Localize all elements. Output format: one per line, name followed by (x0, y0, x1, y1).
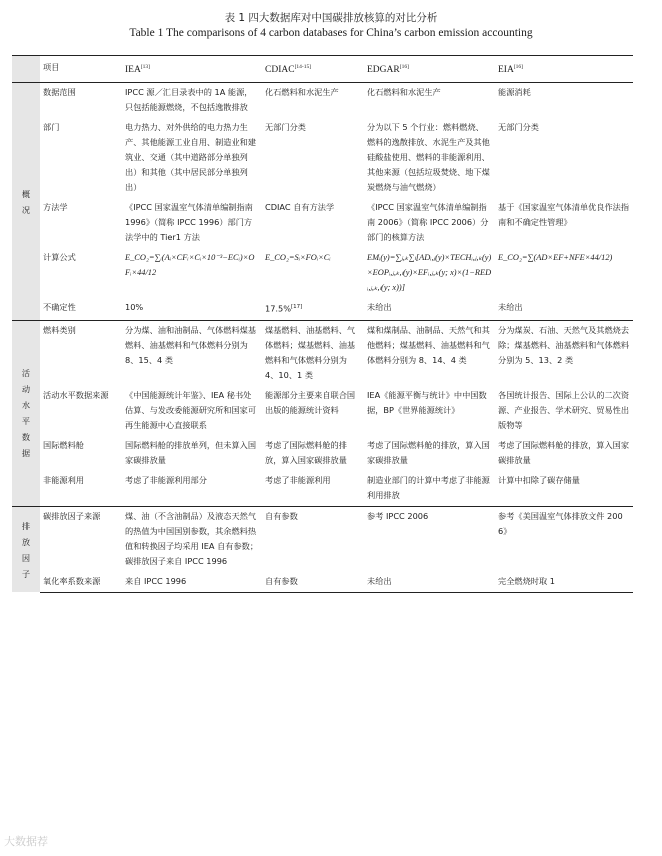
row-item: 数据范围 (43, 87, 76, 98)
row-item: 不确定性 (43, 302, 76, 313)
cell-cdiac: 化石燃料和水泥生产 (265, 87, 339, 98)
cell-cdiac: 考虑了非能源利用 (265, 474, 331, 485)
cell-edgar: 未给出 (367, 302, 392, 313)
cell-edgar: 《IPCC 国家温室气体清单编制指南 2006》（简称 IPCC 2006）分部门的核算方法 (367, 202, 489, 243)
header-item: 项目 (40, 56, 122, 83)
cell-iea: 来自 IPCC 1996 (122, 572, 262, 593)
row-item: 计算公式 (43, 252, 76, 263)
cell-cdiac: CDIAC 自有方法学 (265, 202, 335, 213)
cell-cdiac: 无部门分类 (265, 122, 306, 133)
cell-iea: 《IPCC 国家温室气体清单编制指南 1996》（简称 IPCC 1996）部门方法学中的 Tier1 方法 (125, 202, 253, 243)
cell-eia: 完全燃烧时取 1 (495, 572, 633, 593)
cell-edgar: 考虑了国际燃料舱的排放，算入国家碳排放量 (367, 439, 490, 465)
cell-iea: 《中国能源统计年鉴》、IEA 秘书处估算、与发改委能源研究所和国家可再生能源中心直接联系 (125, 389, 257, 430)
cell-edgar: 制造业部门的计算中考虑了非能源利用排放 (367, 474, 490, 500)
table-row (12, 320, 633, 386)
formula-cdiac: E_CO₂=Sᵢ×FOᵢ×Cᵢ (265, 253, 331, 263)
cell-iea: 分为煤、油和油制品、气体燃料煤基燃料、油基燃料和气体燃料分别为 8、15、4 类 (122, 320, 262, 386)
comparison-table (12, 55, 633, 593)
table-row (12, 198, 633, 248)
cell-iea: IPCC 源／汇目录表中的 1A 能源，只包括能源燃烧，不包括逸散排放 (125, 87, 253, 113)
cell-eia: 未给出 (498, 302, 523, 313)
cell-eia: 基于《国家温室气体清单优良作法指南和不确定性管理》 (498, 202, 630, 228)
header-source-iea: IEA[13] (122, 56, 262, 83)
row-item: 部门 (43, 122, 60, 133)
row-item: 燃料类别 (40, 320, 122, 386)
cell-iea: 10% (125, 302, 144, 313)
header-source-eia: EIA[16] (495, 56, 633, 83)
cell-iea: 煤、油（不含油制品）及液态天然气的热值为中国国别参数，其余燃料热值和转换因子均采用 IEA 自有参数；碳排放因子来自 IPCC 1996 (122, 506, 262, 572)
table-caption-zh: 表 1 四大数据库对中国碳排放核算的对比分析 (224, 12, 438, 24)
table-row (12, 572, 633, 593)
section-title-emission-factor: 排放因子 (12, 506, 40, 592)
cell-iea: 电力热力、对外供给的电力热力生产、其他能源工业自用、制造业和建筑业、交通（其中道路部分单独列出）和其他（其中居民部分单独列出） (125, 122, 257, 193)
row-item: 方法学 (43, 202, 68, 213)
cell-eia: 能源消耗 (498, 87, 531, 98)
cell-eia: 分为煤炭、石油、天然气及其燃烧去除；煤基燃料、油基燃料和气体燃料分别为 5、13、2 类 (495, 320, 633, 386)
formula-eia: E_CO₂=∑(AD×EF+NFE×44/12) (498, 253, 613, 263)
header-source-cdiac: CDIAC[14-15] (262, 56, 364, 83)
cell-cdiac: 考虑了国际燃料舱的排放，算入国家碳排放量 (265, 439, 347, 465)
cell-eia: 参考《美国温室气体排放文件 2006》 (495, 506, 633, 572)
table-row (12, 83, 633, 119)
cell-iea: 考虑了非能源利用部分 (125, 474, 207, 485)
table-row (12, 506, 633, 572)
cell-cdiac: 煤基燃料、油基燃料、气体燃料；煤基燃料、油基燃料和气体燃料分别为 4、10、1 类 (262, 320, 364, 386)
formula-iea: E_CO₂=∑ᵢ(Aᵢ×CFᵢ×Cᵢ×10⁻³−ECᵢ)×OFᵢ×44/12 (125, 253, 255, 278)
cell-edgar: IEA《能源平衡与统计》中中国数据，BP《世界能源统计》 (367, 389, 487, 415)
cell-cdiac: 自有参数 (262, 572, 364, 593)
row-item: 活动水平数据来源 (43, 389, 109, 400)
cell-eia: 考虑了国际燃料舱的排放，算入国家碳排放量 (498, 439, 630, 465)
row-item: 氧化率系数来源 (40, 572, 122, 593)
cell-eia: 计算中扣除了碳存储量 (498, 474, 580, 485)
cell-cdiac: 17.5%[17] (265, 303, 303, 314)
formula-edgar: EMᵢ(y)=∑ⱼ,ₖ∑ₗ[ADᵢ,ⱼ(y)×TECHᵢ,ⱼ,ₖ(y)×EOPᵢ,ⱼ,ₖ,ₗ(y)×EFᵢ,ⱼ,ₖ(y; x)×(1−REDᵢ,ⱼ,ₖ,ₗ(y; x))] (367, 253, 492, 293)
table-caption-en: Table 1 The comparisons of 4 carbon databases for China’s carbon emission accounting (129, 27, 533, 39)
table-row (12, 298, 633, 320)
cell-edgar: 未给出 (364, 572, 495, 593)
cell-cdiac: 能源部分主要来自联合国出版的能源统计资料 (265, 389, 356, 415)
cell-edgar: 煤和煤制品、油制品、天然气和其他燃料；煤基燃料、油基燃料和气体燃料分别为 8、14、4 类 (364, 320, 495, 386)
table-row (12, 386, 633, 436)
cell-iea: 国际燃料舱的排放单列，但未算入国家碳排放量 (125, 439, 257, 465)
cell-eia: 无部门分类 (498, 122, 539, 133)
cell-edgar: 分为以下 5 个行业：燃料燃烧、燃料的逸散排放、水泥生产及其他硅酸盐使用、燃料的非能源利用、其他来源（包括垃圾焚烧、地下煤炭燃烧与油气燃烧） (367, 122, 490, 193)
cell-cdiac: 自有参数 (262, 506, 364, 572)
cell-eia: 各国统计报告、国际上公认的二次资源、产业报告、学术研究、贸易性出版物等 (498, 389, 630, 430)
table-row (12, 248, 633, 298)
row-item: 非能源利用 (43, 474, 84, 485)
watermark-logo: 大数据荐 (4, 835, 48, 848)
cell-edgar: 参考 IPCC 2006 (364, 506, 495, 572)
table-row (12, 436, 633, 471)
cell-edgar: 化石燃料和水泥生产 (367, 87, 441, 98)
section-title-overview: 概况 (12, 83, 40, 321)
header-source-edgar: EDGAR[16] (364, 56, 495, 83)
row-item: 国际燃料舱 (43, 439, 84, 450)
row-item: 碳排放因子来源 (40, 506, 122, 572)
header-row (12, 56, 633, 83)
section-title-activity-data: 活动水平数据 (12, 320, 40, 506)
table-row (12, 471, 633, 507)
table-row (12, 118, 633, 198)
